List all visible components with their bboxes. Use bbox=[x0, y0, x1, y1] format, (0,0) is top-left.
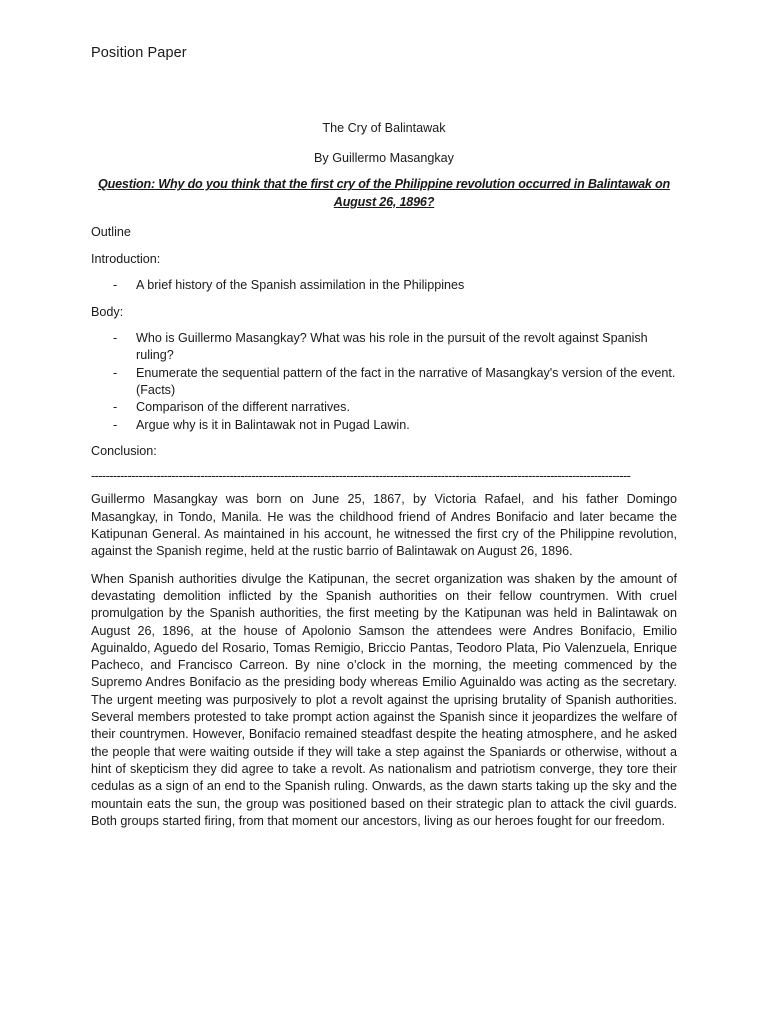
research-question: Question: Why do you think that the first cry of the Philippine revolution occurred in Balintawak on August 26, 1896? bbox=[98, 177, 670, 209]
introduction-heading: Introduction: bbox=[91, 252, 161, 267]
document-title: The Cry of Balintawak bbox=[322, 121, 446, 135]
list-item bbox=[91, 277, 677, 294]
dash-marker: - bbox=[113, 400, 118, 415]
document-author: By Guillermo Masangkay bbox=[314, 151, 454, 166]
dashed-separator: ---------------------------------------------------------------------------------------------------------------------------------------------------- bbox=[91, 469, 631, 484]
list-item-text: Who is Guillermo Masangkay? What was his role in the pursuit of the revolt against Spanish ruling? bbox=[136, 330, 648, 363]
list-item bbox=[91, 417, 677, 434]
list-item-text: Argue why is it in Balintawak not in Pugad Lawin. bbox=[136, 417, 410, 432]
list-item-text: A brief history of the Spanish assimilation in the Philippines bbox=[136, 278, 465, 293]
dash-marker: - bbox=[113, 365, 118, 380]
outline-heading: Outline bbox=[91, 224, 131, 239]
document-content bbox=[91, 120, 677, 840]
body-heading: Body: bbox=[91, 304, 124, 319]
list-item bbox=[91, 365, 677, 400]
dash-marker: - bbox=[113, 278, 118, 293]
paragraph-narrative: When Spanish authorities divulge the Katipunan, the secret organization was shaken by the amount of devastating demolition inflicted by the Spanish authorities on their fellow countrymen. With cruel promulgation by the Spanish authorities, the first meeting by the Katipunan was held in Balintawak on August 26, 1896, at the house of Apolonio Samson the attendees were Andres Bonifacio, Emilio Aguinaldo, Aguedo del Rosario, Tomas Remigio, Briccio Pantas, Teodoro Plata, Pio Valenzuela, Enrique Pacheco, and Francisco Carreon. By nine o’clock in the morning, the meeting commenced by the Supremo Andres Bonifacio as the presiding body whereas Emilio Aguinaldo was acting as the secretary. The urgent meeting was purposively to plot a revolt against the uprising brutality of Spanish authorities. Several members protested to take prompt action against the Spanish since it jeopardizes the welfare of their countrymen. However, Bonifacio remained steadfast despite the heating atmosphere, and he asked the people that were waiting outside if they will take a step against the Spaniards or otherwise, without a hint of skepticism they did agree to take a revolt. As nationalism and patriotism converge, they tore their cedulas as a sign of an end to the Spanish ruling. Onwards, as the dawn starts taking up the sky and the mountain eats the sun, the group was positioned based on their strategic plan to attack the civil guards. Both groups started firing, from that moment our ancestors, living as our heroes fought for our freedom. bbox=[91, 571, 677, 828]
dash-marker: - bbox=[113, 417, 118, 432]
list-item-text: Enumerate the sequential pattern of the fact in the narrative of Masangkay's version of the event. (Facts) bbox=[136, 365, 676, 398]
body-list bbox=[91, 330, 677, 434]
list-item-text: Comparison of the different narratives. bbox=[136, 400, 350, 415]
introduction-list bbox=[91, 277, 677, 294]
dash-marker: - bbox=[113, 330, 118, 345]
list-item bbox=[91, 330, 677, 365]
document-label: Position Paper bbox=[91, 45, 187, 61]
conclusion-heading: Conclusion: bbox=[91, 444, 157, 459]
paragraph-biography: Guillermo Masangkay was born on June 25, 1867, by Victoria Rafael, and his father Domingo Masangkay, in Tondo, Manila. He was the childhood friend of Andres Bonifacio and later became the Katipunan General. As maintained in his account, he witnessed the first cry of the Philippine revolution, against the Spanish regime, held at the rustic barrio of Balintawak on August 26, 1896. bbox=[91, 492, 677, 559]
list-item bbox=[91, 399, 677, 416]
